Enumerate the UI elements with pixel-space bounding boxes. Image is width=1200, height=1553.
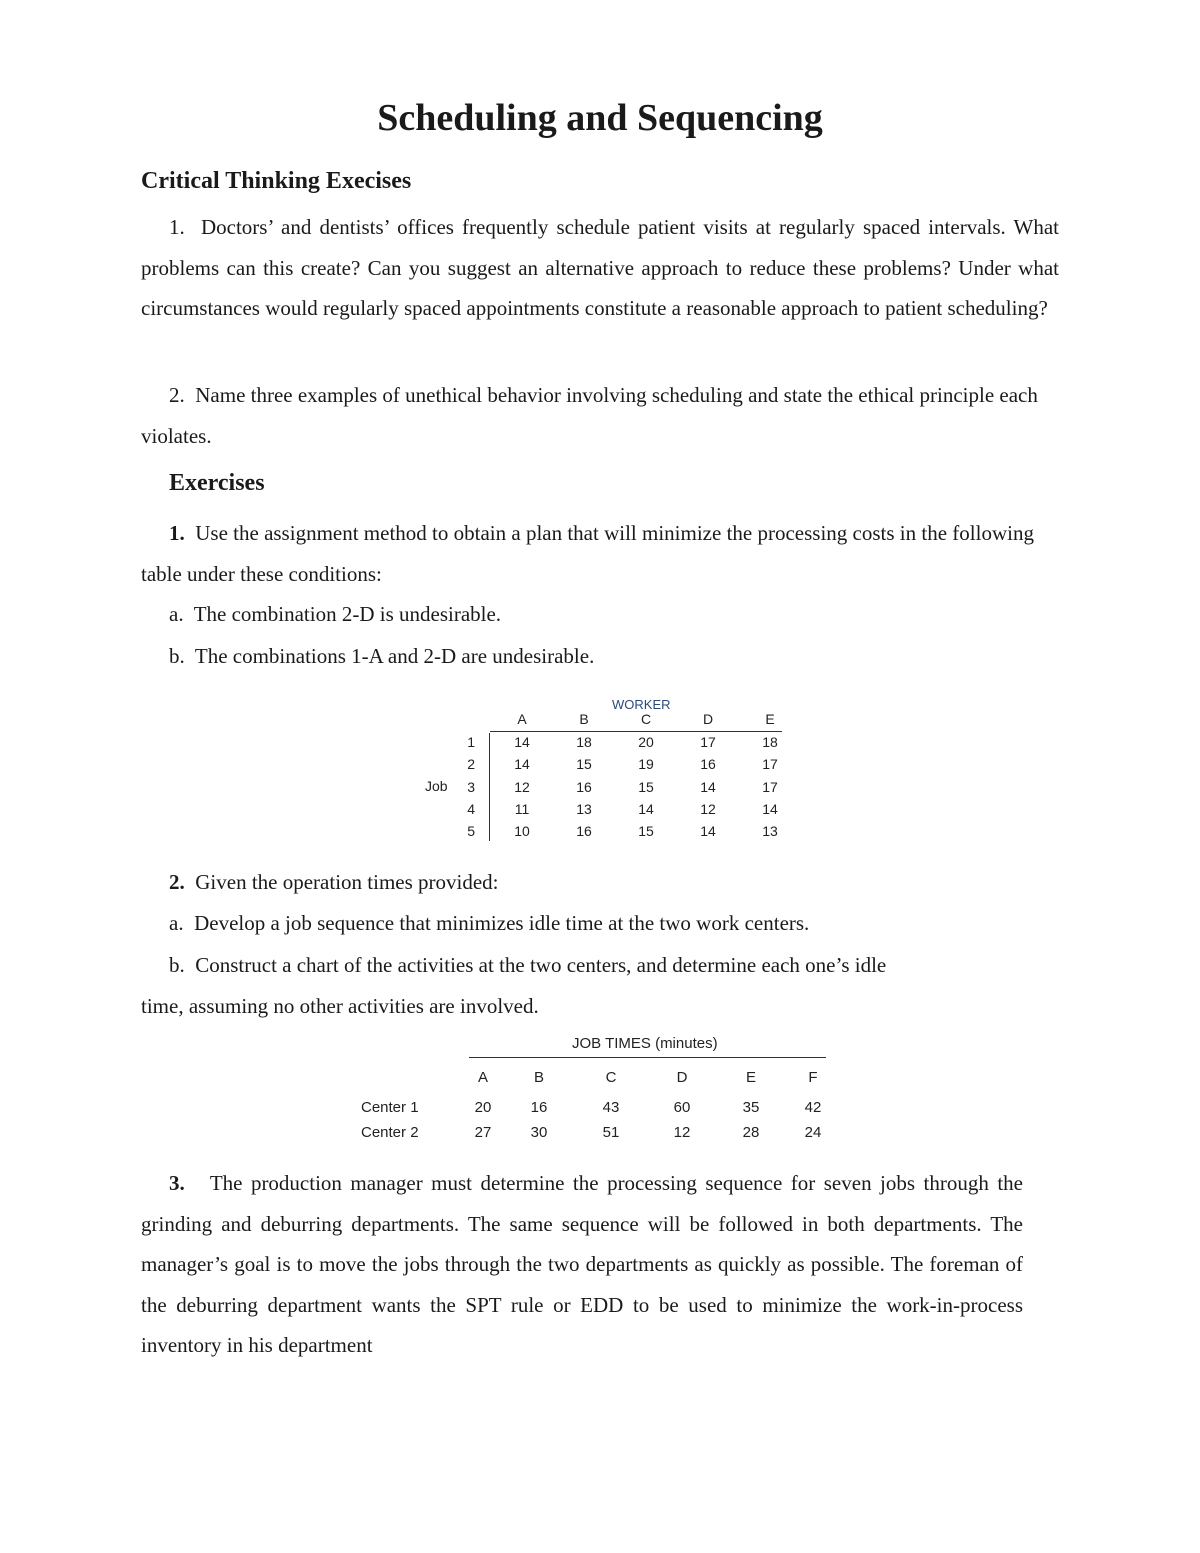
job-time-cell: 28 [742,1124,760,1141]
condition-a-label: a. [169,602,184,626]
job-time-cell: 16 [530,1099,548,1116]
part-b-text-line1: Construct a chart of the activities at the two centers, and determine each one’s idle [195,953,887,977]
worker-cost-cell: 13 [576,801,592,817]
job-times-column-header: F [808,1069,818,1086]
job-times-column-header: B [533,1069,544,1086]
exercise-2-text: Given the operation times provided: [195,870,499,894]
job-row-number: 4 [467,801,475,817]
worker-cost-cell: 14 [700,779,716,795]
worker-cost-cell: 14 [514,734,530,750]
critical-thinking-heading: Critical Thinking Execises [141,168,412,194]
exercise-1-text: Use the assignment method to obtain a plan that will minimize the processing costs in the following table under these conditions: [141,521,1034,586]
worker-cost-cell: 16 [576,779,592,795]
worker-column-header: A [517,711,527,727]
job-times-header-rule [469,1057,826,1058]
exercise-2-part-b-line2: time, assuming no other activities are involved. [141,994,539,1018]
worker-cost-cell: 14 [700,823,716,839]
worker-cost-cell: 18 [762,734,778,750]
job-row-number: 2 [467,756,475,772]
worker-cost-cell: 18 [576,734,592,750]
worker-cost-cell: 12 [700,801,716,817]
worker-cost-cell: 19 [638,756,654,772]
job-times-column-header: C [605,1069,617,1086]
exercise-2-number: 2. [169,870,185,894]
worker-cost-cell: 20 [638,734,654,750]
job-group-label: Job [425,778,448,794]
worker-cost-cell: 15 [638,779,654,795]
worker-cost-cell: 16 [576,823,592,839]
page-title: Scheduling and Sequencing [377,97,823,139]
part-a-label: a. [169,911,184,935]
job-time-cell: 42 [804,1099,822,1116]
job-time-cell: 12 [673,1124,691,1141]
worker-group-label: WORKER [612,697,671,712]
worker-column-header: E [765,711,775,727]
worker-column-header: B [579,711,589,727]
job-times-column-header: D [676,1069,688,1086]
exercise-3-number: 3. [169,1171,185,1195]
job-row-number: 3 [467,779,475,795]
critical-question-2-number: 2. [169,383,185,407]
worker-cost-cell: 16 [700,756,716,772]
worker-cost-cell: 17 [700,734,716,750]
worker-cost-cell: 15 [576,756,592,772]
worker-column-header: D [702,711,714,727]
part-a-text: Develop a job sequence that minimizes idle time at the two work centers. [194,911,810,935]
worker-cost-cell: 17 [762,756,778,772]
worker-cost-cell: 17 [762,779,778,795]
condition-b-text: The combinations 1-A and 2-D are undesirable. [194,644,595,668]
worker-cost-cell: 14 [762,801,778,817]
exercise-3 [141,1163,1023,1366]
job-time-cell: 24 [804,1124,822,1141]
worker-cost-cell: 13 [762,823,778,839]
worker-cost-cell: 15 [638,823,654,839]
job-row-number: 1 [467,734,475,750]
worker-cost-cell: 12 [514,779,530,795]
job-row-number: 5 [467,823,475,839]
center-row-label: Center 1 [361,1099,419,1116]
center-row-label: Center 2 [361,1124,419,1141]
worker-cost-cell: 14 [638,801,654,817]
job-time-cell: 51 [602,1124,620,1141]
job-time-cell: 35 [742,1099,760,1116]
exercise-3-text: The production manager must determine the processing sequence for seven jobs through the grinding and deburring departments. The same sequence will be followed in both departments. The manager’s goal is to move the jobs through the two departments as quickly as possible. The foreman of the deburring department wants the SPT rule or EDD to be used to minimize the work-in-process inventory in his department [141,1171,1023,1357]
job-time-cell: 30 [530,1124,548,1141]
job-time-cell: 20 [474,1099,492,1116]
critical-question-2-text: Name three examples of unethical behavior involving scheduling and state the ethical principle each violates. [141,383,1038,448]
worker-cost-cell: 11 [514,801,530,817]
job-time-cell: 43 [602,1099,620,1116]
job-times-column-header: A [477,1069,488,1086]
worker-cost-cell: 10 [514,823,530,839]
worker-cost-cell: 14 [514,756,530,772]
condition-a-text: The combination 2-D is undesirable. [193,602,502,626]
part-b-label: b. [169,953,185,977]
critical-question-1-number: 1. [169,215,185,239]
exercises-heading: Exercises [169,470,265,496]
condition-b-label: b. [169,644,185,668]
exercise-1-number: 1. [169,521,185,545]
job-time-cell: 60 [673,1099,691,1116]
job-times-column-header: E [745,1069,756,1086]
worker-column-header: C [640,711,652,727]
critical-question-1-text: Doctors’ and dentists’ offices frequently schedule patient visits at regularly spaced intervals. What problems can this create? Can you suggest an alternative approach to reduce these problems? Under what circumstances would regularly spaced appointments constitute a reasonable approach to patient scheduling? [141,215,1059,320]
job-times-group-label: JOB TIMES (minutes) [572,1035,718,1052]
job-time-cell: 27 [474,1124,492,1141]
